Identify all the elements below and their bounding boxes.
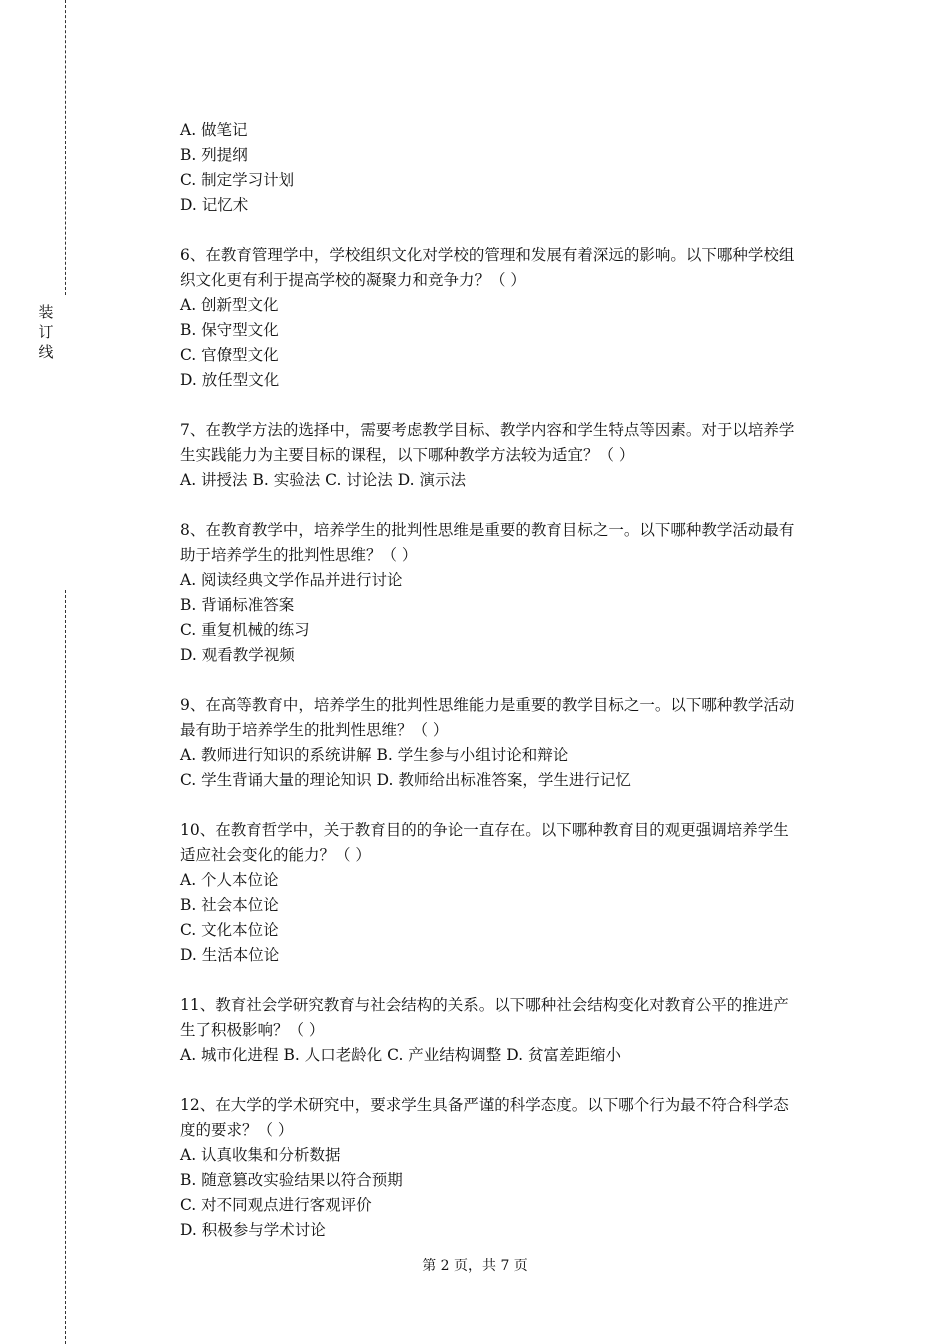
question-stem: 度的要求？（ ）: [180, 1121, 294, 1139]
binding-char: 订: [38, 323, 54, 341]
question-stem: 生实践能力为主要目标的课程，以下哪种教学方法较为适宜？（ ）: [180, 446, 635, 464]
question-8: [180, 518, 840, 668]
option: C. 学生背诵大量的理论知识 D. 教师给出标准答案，学生进行记忆: [180, 771, 631, 789]
option: C. 官僚型文化: [180, 346, 279, 364]
question-stem: 织文化更有利于提高学校的凝聚力和竞争力？（ ）: [180, 271, 526, 289]
question-stem: 7、在教学方法的选择中，需要考虑教学目标、教学内容和学生特点等因素。对于以培养学: [180, 421, 795, 439]
option: D. 生活本位论: [180, 946, 280, 964]
question-6: [180, 243, 840, 393]
binding-line-bottom: [65, 590, 66, 1344]
option: B. 背诵标准答案: [180, 596, 295, 614]
question-stem: 8、在教育教学中，培养学生的批判性思维是重要的教育目标之一。以下哪种教学活动最有: [180, 521, 795, 539]
question-11: [180, 993, 840, 1068]
option: C. 制定学习计划: [180, 171, 295, 189]
question-stem: 9、在高等教育中，培养学生的批判性思维能力是重要的教学目标之一。以下哪种教学活动: [180, 696, 795, 714]
exam-content: [180, 118, 840, 1243]
question-stem: 适应社会变化的能力？（ ）: [180, 846, 371, 864]
binding-char: 装: [38, 303, 54, 321]
question-stem: 生了积极影响？（ ）: [180, 1021, 325, 1039]
option: B. 保守型文化: [180, 321, 279, 339]
binding-char: 线: [38, 343, 54, 361]
option: A. 认真收集和分析数据: [180, 1146, 341, 1164]
option: D. 积极参与学术讨论: [180, 1221, 326, 1239]
option: D. 放任型文化: [180, 371, 280, 389]
option: C. 文化本位论: [180, 921, 279, 939]
question-stem: 11、教育社会学研究教育与社会结构的关系。以下哪种社会结构变化对教育公平的推进产: [180, 996, 789, 1014]
question-stem: 10、在教育哲学中，关于教育目的的争论一直存在。以下哪种教育目的观更强调培养学生: [180, 821, 789, 839]
option: D. 观看教学视频: [180, 646, 295, 664]
option: B. 社会本位论: [180, 896, 279, 914]
option: C. 重复机械的练习: [180, 621, 310, 639]
question-7: [180, 418, 840, 493]
option: A. 城市化进程 B. 人口老龄化 C. 产业结构调整 D. 贫富差距缩小: [180, 1046, 621, 1064]
option: A. 做笔记: [180, 121, 248, 139]
option: B. 随意篡改实验结果以符合预期: [180, 1171, 403, 1189]
page-footer: 第 2 页，共 7 页: [422, 1258, 528, 1274]
question-12: [180, 1093, 840, 1243]
option: A. 教师进行知识的系统讲解 B. 学生参与小组讨论和辩论: [180, 746, 569, 764]
option: C. 对不同观点进行客观评价: [180, 1196, 372, 1214]
question-9: [180, 693, 840, 793]
option: A. 个人本位论: [180, 871, 279, 889]
question-stem: 助于培养学生的批判性思维？（ ）: [180, 546, 418, 564]
binding-label: [36, 302, 56, 362]
option: A. 讲授法 B. 实验法 C. 讨论法 D. 演示法: [180, 471, 466, 489]
question-stem: 12、在大学的学术研究中，要求学生具备严谨的科学态度。以下哪个行为最不符合科学态: [180, 1096, 789, 1114]
question-10: [180, 818, 840, 968]
option: B. 列提纲: [180, 146, 248, 164]
question-stem: 最有助于培养学生的批判性思维？（ ）: [180, 721, 449, 739]
option: A. 阅读经典文学作品并进行讨论: [180, 571, 403, 589]
question-stem: 6、在教育管理学中，学校组织文化对学校的管理和发展有着深远的影响。以下哪种学校组: [180, 246, 795, 264]
continuation-options: [180, 118, 840, 218]
option: A. 创新型文化: [180, 296, 279, 314]
binding-line-top: [65, 0, 66, 295]
option: D. 记忆术: [180, 196, 249, 214]
